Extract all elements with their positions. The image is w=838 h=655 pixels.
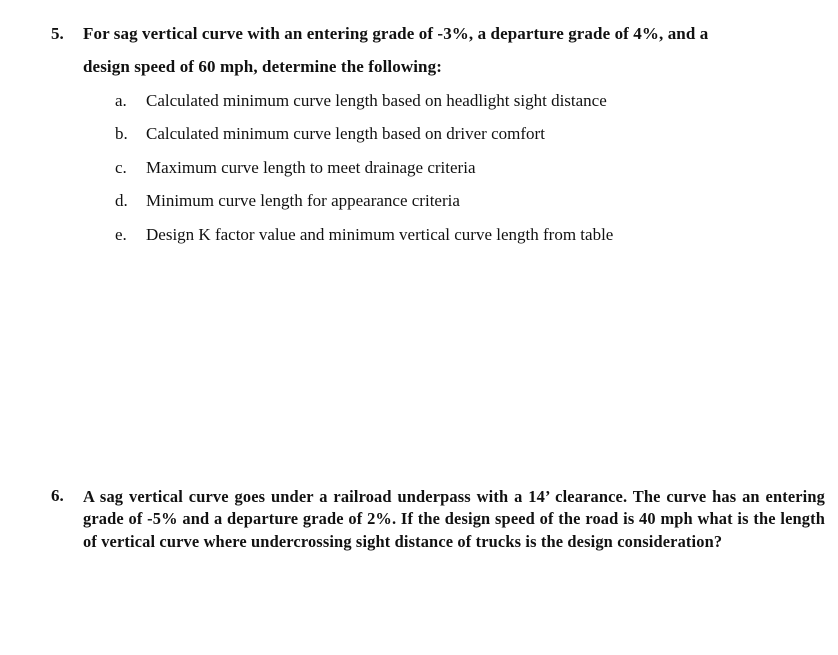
- question-6-text: A sag vertical curve goes under a railroad underpass with a 14’ clearance. The curve has an entering grade of -5% and a departure grade of 2%. If the design speed of the road is 40 mph what is the length of vertical curve where undercrossing sight distance of trucks is the design consideration?: [83, 487, 825, 551]
- part-text: Maximum curve length to meet drainage criteria: [146, 158, 476, 177]
- part-text: Design K factor value and minimum vertical curve length from table: [146, 225, 614, 244]
- part-letter: d.: [115, 191, 128, 210]
- part-text: Calculated minimum curve length based on driver comfort: [146, 124, 545, 143]
- question-5-line-2: design speed of 60 mph, determine the following:: [83, 57, 442, 76]
- part-text: Calculated minimum curve length based on headlight sight distance: [146, 91, 607, 110]
- part-letter: c.: [115, 158, 127, 177]
- question-5-line-1: For sag vertical curve with an entering grade of -3%, a departure grade of 4%, and a: [83, 24, 709, 43]
- part-letter: e.: [115, 225, 127, 244]
- part-text: Minimum curve length for appearance criteria: [146, 191, 460, 210]
- part-letter: a.: [115, 91, 127, 110]
- part-letter: b.: [115, 124, 128, 143]
- question-6-number: 6.: [51, 486, 64, 505]
- question-5-number: 5.: [51, 24, 64, 43]
